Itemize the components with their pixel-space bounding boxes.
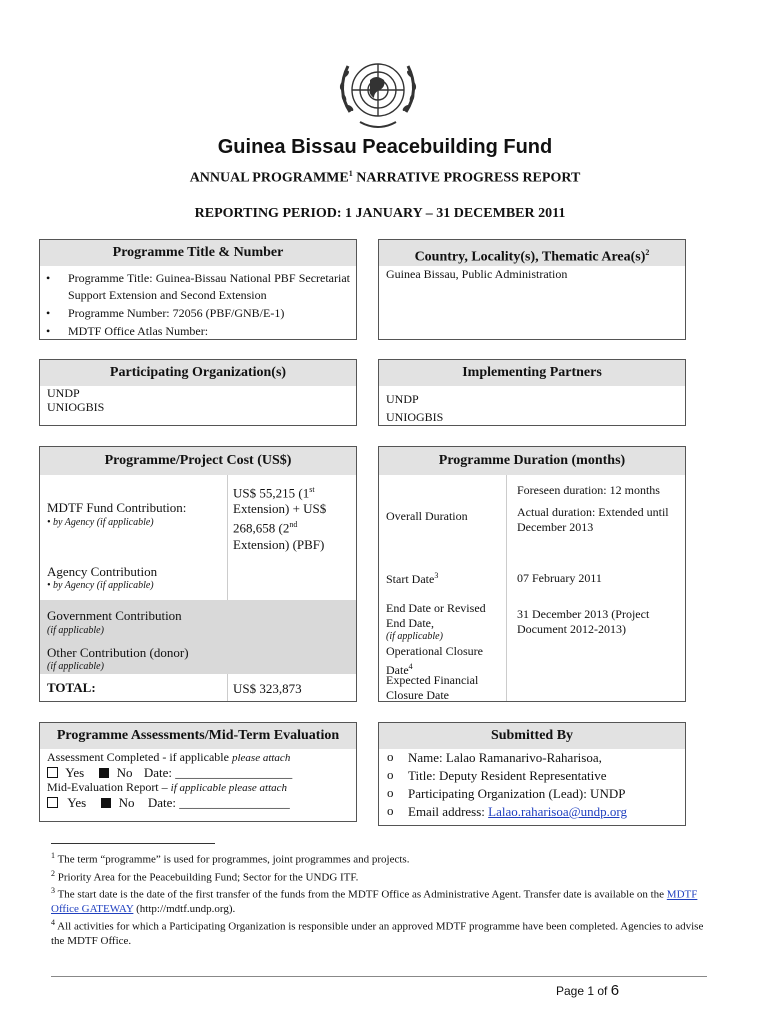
assessment-line1-b: please attach (231, 752, 291, 764)
yes-label: Yes (65, 765, 85, 780)
country-heading-text: Country, Locality(s), Thematic Area(s) (414, 249, 646, 265)
start-date-label (386, 571, 438, 587)
other-label: Other Contribution (donor) (47, 645, 189, 660)
country-heading (379, 240, 685, 266)
footnote-3 (51, 884, 706, 916)
duration-box (378, 446, 686, 702)
country-heading-sup: 2 (645, 248, 650, 257)
footnote-2 (51, 867, 706, 885)
total-value: US$ 323,873 (233, 681, 302, 696)
country-box (378, 239, 686, 340)
page-pre: Page 1 of (556, 984, 611, 998)
participating-org: UNIOGBIS (47, 400, 105, 414)
participating-heading: Participating Organization(s) (40, 360, 356, 386)
footnote-4 (51, 916, 706, 948)
mdtf-by-agency-text: by Agency (if applicable) (53, 517, 154, 528)
atlas-number-item: • MDTF Office Atlas Number: (40, 323, 350, 340)
assessment-date-1: Date: __________________ (143, 765, 293, 780)
end-date-if: (if applicable) (386, 631, 443, 642)
implementing-heading: Implementing Partners (379, 360, 685, 386)
total-label: TOTAL: (47, 680, 96, 695)
page-number (556, 982, 619, 999)
participating-box (39, 359, 357, 426)
actual-duration: Actual duration: Extended until December 2013 (517, 505, 669, 534)
submitter-email (379, 803, 685, 821)
footnote-num: 4 (51, 917, 55, 927)
assessment-heading: Programme Assessments/Mid-Term Evaluation (40, 723, 356, 749)
footnote-1 (51, 849, 706, 867)
footnotes (51, 849, 706, 948)
op-closure-sup: 4 (408, 662, 413, 671)
start-date-sup: 3 (434, 571, 439, 580)
footnote-num: 3 (51, 886, 55, 896)
assessment-line3 (47, 780, 287, 795)
assessment-date-2: Date: _________________ (147, 795, 290, 810)
agency-by-agency: • by Agency (if applicable) (47, 580, 154, 591)
assessment-line1-a: Assessment Completed - if applicable (47, 750, 232, 764)
footnote-text: Priority Area for the Peacebuilding Fund; Sector for the UNDG ITF. (57, 871, 359, 884)
mdtf-sup-1: st (309, 485, 315, 494)
footnote-text: The start date is the date of the first transfer of the funds from the MDTF Office as Administrative Agent. Transfer date is available on the (57, 888, 667, 901)
programme-number-item: • Programme Number: 72056 (PBF/GNB/E-1) (40, 305, 350, 322)
assessment-box (39, 722, 357, 822)
yes-checkbox[interactable] (47, 767, 58, 778)
yes-label: Yes (67, 795, 87, 810)
footer-rule (51, 976, 707, 977)
overall-duration-label: Overall Duration (386, 509, 468, 523)
programme-title-item: • Programme Title: Guinea-Bissau National PBF Secretariat Support Extension and Second Extension (40, 270, 350, 304)
fin-closure-label: Expected Financial Closure Date (386, 673, 479, 702)
page-total: 6 (610, 982, 620, 999)
end-date-label: End Date or Revised End Date, (386, 601, 486, 630)
footnote-text: The term “programme” is used for programmes, joint programmes and projects. (57, 853, 410, 866)
assessment-line4 (47, 795, 290, 811)
footnote-text: All activities for which a Participating Organization is responsible under an approved MDTF programme have been completed. Agencies to advise the MDTF Office. (51, 920, 704, 947)
un-emblem (330, 50, 426, 132)
email-label: Email address: (408, 804, 489, 819)
mdtf-value (233, 482, 351, 553)
subtitle-sup: 1 (348, 169, 353, 178)
programme-title-box (39, 239, 357, 340)
footnote-text: (http://mdtf.undp.org). (133, 902, 236, 915)
mdtf-value-3: Extension) (PBF) (233, 536, 325, 552)
assessment-line1 (47, 750, 290, 765)
no-checkbox[interactable] (101, 798, 111, 808)
email-link[interactable]: Lalao.raharisoa@undp.org (488, 804, 627, 819)
start-date-text: Start Date (386, 572, 435, 586)
doc-subtitle (0, 169, 770, 187)
gov-label: Government Contribution (47, 608, 182, 623)
no-label: No (118, 795, 135, 810)
participating-org: UNDP (47, 386, 80, 400)
country-value: Guinea Bissau, Public Administration (386, 267, 568, 281)
cost-heading: Programme/Project Cost (US$) (40, 447, 356, 475)
duration-col-divider (506, 475, 507, 701)
mdtf-value-2: Extension) + US$ 268,658 (2 (233, 501, 327, 536)
footnote-num: 1 (51, 851, 55, 860)
assessment-line3-a: Mid-Evaluation Report – (47, 780, 171, 794)
footnote-rule (51, 843, 215, 844)
submitted-heading: Submitted By (379, 723, 685, 749)
mdtf-sup-2: nd (289, 520, 298, 530)
agency-by-agency-text: by Agency (if applicable) (53, 580, 154, 591)
foreseen-duration: Foreseen duration: 12 months (517, 483, 660, 497)
mdtf-by-agency: • by Agency (if applicable) (47, 517, 154, 528)
submitted-box (378, 722, 686, 826)
programme-title-list (40, 266, 356, 340)
cost-box (39, 446, 357, 702)
assessment-line2 (47, 765, 292, 781)
mdtf-value-1: US$ 55,215 (1 (233, 485, 310, 501)
submitter-name: o Name: Lalao Ramanarivo-Raharisoa, (379, 749, 685, 767)
subtitle-post: NARRATIVE PROGRESS REPORT (352, 170, 581, 186)
implementing-org: UNIOGBIS (386, 410, 444, 424)
duration-heading: Programme Duration (months) (379, 447, 685, 475)
no-label: No (116, 765, 133, 780)
doc-title: Guinea Bissau Peacebuilding Fund (217, 136, 553, 158)
footnote-num: 2 (51, 868, 55, 878)
assessment-line3-b: if applicable please attach (170, 782, 288, 794)
op-closure-text: Operational Closure Date (386, 644, 483, 677)
agency-label: Agency Contribution (47, 564, 158, 579)
gateway-link[interactable]: MDTF Office GATEWAY (51, 888, 698, 915)
yes-checkbox[interactable] (47, 797, 58, 808)
reporting-period: REPORTING PERIOD: 1 JANUARY – 31 DECEMBER 2011 (194, 206, 566, 221)
implementing-box (378, 359, 686, 426)
end-date-value: 31 December 2013 (Project Document 2012-2013) (517, 607, 650, 636)
start-date-value: 07 February 2011 (517, 571, 602, 585)
submitter-org: o Participating Organization (Lead): UNDP (379, 785, 685, 803)
other-if-applicable: (if applicable) (47, 661, 104, 672)
gov-if-applicable: (if applicable) (47, 625, 104, 636)
mdtf-label: MDTF Fund Contribution: (47, 500, 187, 515)
implementing-org: UNDP (386, 392, 419, 406)
no-checkbox[interactable] (99, 768, 109, 778)
programme-title-heading: Programme Title & Number (40, 240, 356, 266)
subtitle-pre: ANNUAL PROGRAMME (189, 170, 349, 186)
submitted-list (379, 749, 685, 821)
submitter-title: o Title: Deputy Resident Representative (379, 767, 685, 785)
